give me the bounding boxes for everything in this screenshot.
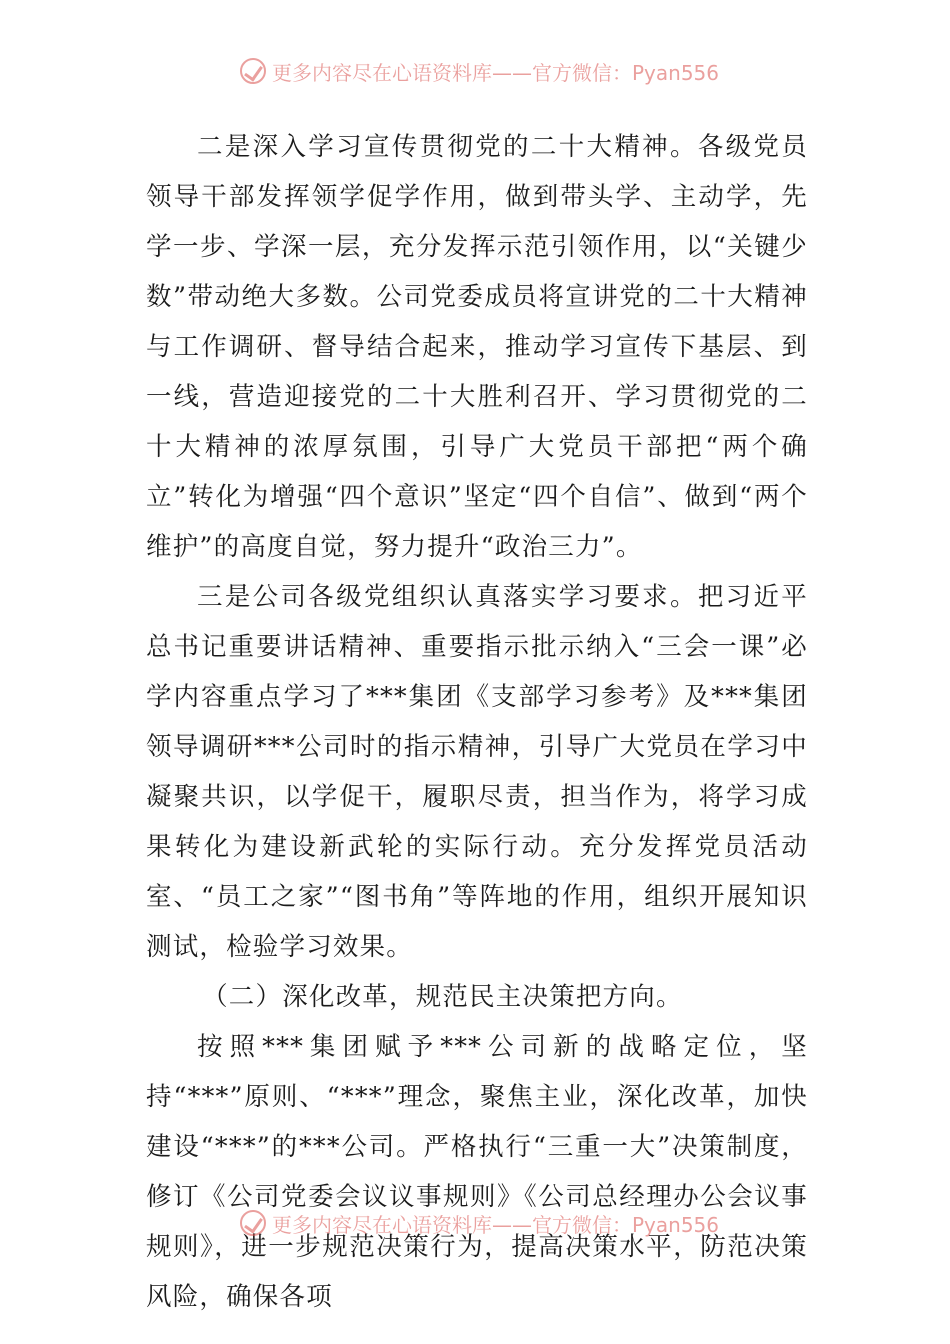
paragraph: 二是深入学习宣传贯彻党的二十大精神。各级党员领导干部发挥领学促学作用，做到带头学、主动学，先学一步、学深一层，充分发挥示范引领作用，以“关键少数”带动绝大多数。公司党委成员将宣讲党的二十大精神与工作调研、督导结合起来，推动学习宣传下基层、到一线，营造迎接党的二十大胜利召开、学习贯彻党的二十大精神的浓厚氛围，引导广大党员干部把“两个确立”转化为增强“四个意识”坚定“四个自信”、做到“两个维护”的高度自觉，努力提升“政治三力”。	[146, 132, 808, 562]
watermark-logo-icon	[240, 1210, 266, 1236]
watermark-text: 更多内容尽在心语资料库——官方微信：Pyan556	[272, 60, 720, 85]
section-heading: （二）深化改革，规范民主决策把方向。	[202, 982, 683, 1012]
paragraph: 三是公司各级党组织认真落实学习要求。把习近平总书记重要讲话精神、重要指示批示纳入“三会一课”必学内容重点学习了***集团《支部学习参考》及***集团领导调研***公司时的指示精神，引导广大党员在学习中凝聚共识，以学促干，履职尽责，担当作为，将学习成果转化为建设新武轮的实际行动。充分发挥党员活动室、“员工之家”“图书角”等阵地的作用，组织开展知识测试，检验学习效果。	[146, 582, 808, 962]
paragraph: 按照***集团赋予***公司新的战略定位，坚持“***”原则、“***”理念，聚焦主业，深化改革，加快建设“***”的***公司。严格执行“三重一大”决策制度，修订《公司党委会议议事规则》《公司总经理办公会议事规则》，进一步规范决策行为，提高决策水平，防范决策风险，确保各项	[146, 1032, 808, 1312]
watermark-text: 更多内容尽在心语资料库——官方微信：Pyan556	[272, 1212, 720, 1237]
document-body	[146, 122, 808, 1322]
watermark-top	[240, 54, 740, 88]
watermark-bottom	[240, 1206, 740, 1240]
watermark-logo-icon	[240, 58, 266, 84]
